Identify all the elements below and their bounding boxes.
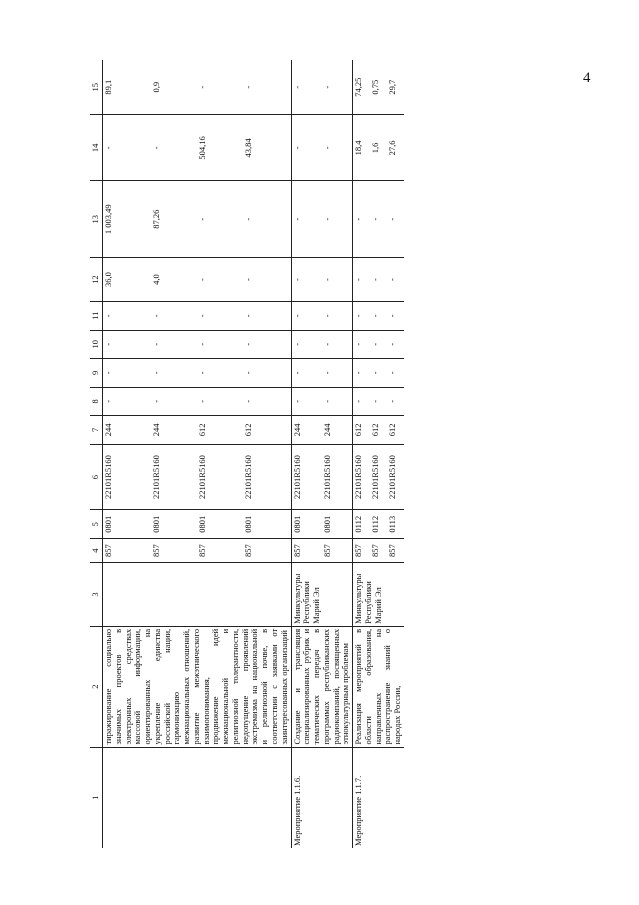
value-cell-col-10: - — [291, 330, 322, 359]
value-cell-col-5: 0112 — [370, 510, 387, 539]
value-cell-col-12: - — [387, 258, 404, 302]
value-cell-col-15: 89,1 — [103, 60, 151, 115]
column-header-2: 2 — [90, 626, 103, 747]
column-header-1: 1 — [90, 747, 103, 848]
value-cell-col-6: 22101R5160 — [151, 444, 197, 510]
measure-id-cell: Мероприятие 1.1.7. — [353, 747, 404, 848]
value-cell-col-8: - — [291, 387, 322, 416]
value-cell-col-4: 857 — [151, 539, 197, 563]
value-cell-col-11: - — [353, 302, 371, 331]
value-cell-col-12: - — [243, 258, 291, 302]
value-cell-col-12: 4,0 — [151, 258, 197, 302]
value-cell-col-11: - — [197, 302, 243, 331]
value-cell-col-14: - — [103, 115, 151, 181]
value-cell-col-12: - — [291, 258, 322, 302]
value-cell-col-14: 43,84 — [243, 115, 291, 181]
table-row — [103, 60, 151, 848]
column-header-3: 3 — [90, 563, 103, 627]
value-cell-col-11: - — [103, 302, 151, 331]
value-cell-col-9: - — [387, 359, 404, 388]
value-cell-col-12: - — [197, 258, 243, 302]
table-body — [103, 60, 404, 848]
value-cell-col-5: 0801 — [197, 510, 243, 539]
header-row — [90, 60, 103, 848]
value-cell-col-13: 1 003,49 — [103, 181, 151, 258]
value-cell-col-15: 0,9 — [151, 60, 197, 115]
value-cell-col-14: 504,16 — [197, 115, 243, 181]
value-cell-col-10: - — [243, 330, 291, 359]
table-row — [291, 60, 322, 848]
value-cell-col-5: 0112 — [353, 510, 371, 539]
value-cell-col-8: - — [387, 387, 404, 416]
value-cell-col-4: 857 — [322, 539, 353, 563]
measure-description-cell: Реализация мероприятий в области образования, направленных на распространение знаний о народах России, — [353, 626, 404, 747]
value-cell-col-13: - — [243, 181, 291, 258]
value-cell-col-8: - — [103, 387, 151, 416]
value-cell-col-15: - — [291, 60, 322, 115]
value-cell-col-15: 74,25 — [353, 60, 371, 115]
value-cell-col-10: - — [353, 330, 371, 359]
value-cell-col-6: 22101R5160 — [370, 444, 387, 510]
value-cell-col-6: 22101R5160 — [197, 444, 243, 510]
column-header-14: 14 — [90, 115, 103, 181]
value-cell-col-13: - — [322, 181, 353, 258]
value-cell-col-11: - — [370, 302, 387, 331]
value-cell-col-11: - — [291, 302, 322, 331]
page-number: 4 — [583, 70, 591, 86]
value-cell-col-12: 36,0 — [103, 258, 151, 302]
value-cell-col-7: 612 — [197, 416, 243, 445]
value-cell-col-7: 612 — [243, 416, 291, 445]
value-cell-col-5: 0801 — [151, 510, 197, 539]
value-cell-col-6: 22101R5160 — [103, 444, 151, 510]
value-cell-col-15: - — [243, 60, 291, 115]
value-cell-col-7: 244 — [322, 416, 353, 445]
value-cell-col-7: 244 — [103, 416, 151, 445]
value-cell-col-9: - — [291, 359, 322, 388]
value-cell-col-15: - — [197, 60, 243, 115]
value-cell-col-9: - — [243, 359, 291, 388]
value-cell-col-8: - — [243, 387, 291, 416]
value-cell-col-4: 857 — [387, 539, 404, 563]
value-cell-col-10: - — [103, 330, 151, 359]
value-cell-col-9: - — [370, 359, 387, 388]
value-cell-col-9: - — [353, 359, 371, 388]
value-cell-col-13: 87,26 — [151, 181, 197, 258]
measure-id-cell: Мероприятие 1.1.6. — [291, 747, 353, 848]
value-cell-col-14: 18,4 — [353, 115, 371, 181]
value-cell-col-4: 857 — [243, 539, 291, 563]
value-cell-col-15: 0,75 — [370, 60, 387, 115]
executor-cell: Минкультуры Республики Марий Эл — [353, 563, 404, 627]
value-cell-col-12: - — [370, 258, 387, 302]
value-cell-col-5: 0801 — [322, 510, 353, 539]
value-cell-col-14: - — [291, 115, 322, 181]
column-header-12: 12 — [90, 258, 103, 302]
value-cell-col-5: 0801 — [291, 510, 322, 539]
value-cell-col-13: - — [291, 181, 322, 258]
column-header-5: 5 — [90, 510, 103, 539]
measure-description-cell: Создание и трансляция специализированных рубрик и тематических передач в программах республиканских радиокомпаний, посвященных этнокультурным проблемам — [291, 626, 353, 747]
value-cell-col-6: 22101R5160 — [322, 444, 353, 510]
value-cell-col-13: - — [353, 181, 371, 258]
value-cell-col-8: - — [197, 387, 243, 416]
value-cell-col-4: 857 — [103, 539, 151, 563]
budget-table — [90, 60, 404, 848]
value-cell-col-8: - — [151, 387, 197, 416]
value-cell-col-5: 0801 — [103, 510, 151, 539]
column-header-6: 6 — [90, 444, 103, 510]
value-cell-col-7: 612 — [387, 416, 404, 445]
table-row — [353, 60, 371, 848]
value-cell-col-4: 857 — [370, 539, 387, 563]
value-cell-col-15: 29,7 — [387, 60, 404, 115]
column-header-15: 15 — [90, 60, 103, 115]
value-cell-col-11: - — [243, 302, 291, 331]
executor-cell — [103, 563, 292, 627]
column-header-10: 10 — [90, 330, 103, 359]
value-cell-col-4: 857 — [197, 539, 243, 563]
value-cell-col-9: - — [322, 359, 353, 388]
value-cell-col-4: 857 — [291, 539, 322, 563]
budget-table-sheet — [90, 60, 616, 848]
column-header-13: 13 — [90, 181, 103, 258]
value-cell-col-11: - — [151, 302, 197, 331]
column-header-8: 8 — [90, 387, 103, 416]
value-cell-col-14: 1,6 — [370, 115, 387, 181]
value-cell-col-13: - — [197, 181, 243, 258]
value-cell-col-11: - — [387, 302, 404, 331]
value-cell-col-10: - — [322, 330, 353, 359]
value-cell-col-10: - — [387, 330, 404, 359]
value-cell-col-8: - — [322, 387, 353, 416]
value-cell-col-9: - — [197, 359, 243, 388]
column-header-7: 7 — [90, 416, 103, 445]
column-header-4: 4 — [90, 539, 103, 563]
value-cell-col-5: 0801 — [243, 510, 291, 539]
value-cell-col-10: - — [370, 330, 387, 359]
value-cell-col-6: 22101R5160 — [243, 444, 291, 510]
value-cell-col-12: - — [353, 258, 371, 302]
value-cell-col-9: - — [103, 359, 151, 388]
value-cell-col-7: 244 — [151, 416, 197, 445]
value-cell-col-6: 22101R5160 — [387, 444, 404, 510]
value-cell-col-7: 612 — [353, 416, 371, 445]
value-cell-col-11: - — [322, 302, 353, 331]
measure-id-cell — [103, 747, 292, 848]
value-cell-col-10: - — [197, 330, 243, 359]
value-cell-col-6: 22101R5160 — [353, 444, 371, 510]
value-cell-col-13: - — [387, 181, 404, 258]
value-cell-col-14: 27,6 — [387, 115, 404, 181]
value-cell-col-15: - — [322, 60, 353, 115]
value-cell-col-13: - — [370, 181, 387, 258]
column-header-9: 9 — [90, 359, 103, 388]
value-cell-col-9: - — [151, 359, 197, 388]
value-cell-col-10: - — [151, 330, 197, 359]
value-cell-col-8: - — [370, 387, 387, 416]
value-cell-col-7: 244 — [291, 416, 322, 445]
value-cell-col-14: - — [151, 115, 197, 181]
measure-description-cell: тиражирование социально значимых проектов в электронных средствах массовой информации, ориентированных на укрепление единства российской нации, гармонизацию межнациональных отношений, развитие межэтнического взаимопонимания, продвижение идей межнациональной и религиозной толерантности, недопущение проявлений экстремизма на национальной и религиозной почве, в соответствии с заявками от заинтересованных организаций — [103, 626, 292, 747]
value-cell-col-5: 0113 — [387, 510, 404, 539]
executor-cell: Минкультуры Республики Марий Эл — [291, 563, 353, 627]
value-cell-col-8: - — [353, 387, 371, 416]
value-cell-col-4: 857 — [353, 539, 371, 563]
value-cell-col-7: 612 — [370, 416, 387, 445]
column-header-11: 11 — [90, 302, 103, 331]
value-cell-col-12: - — [322, 258, 353, 302]
value-cell-col-14: - — [322, 115, 353, 181]
value-cell-col-6: 22101R5160 — [291, 444, 322, 510]
